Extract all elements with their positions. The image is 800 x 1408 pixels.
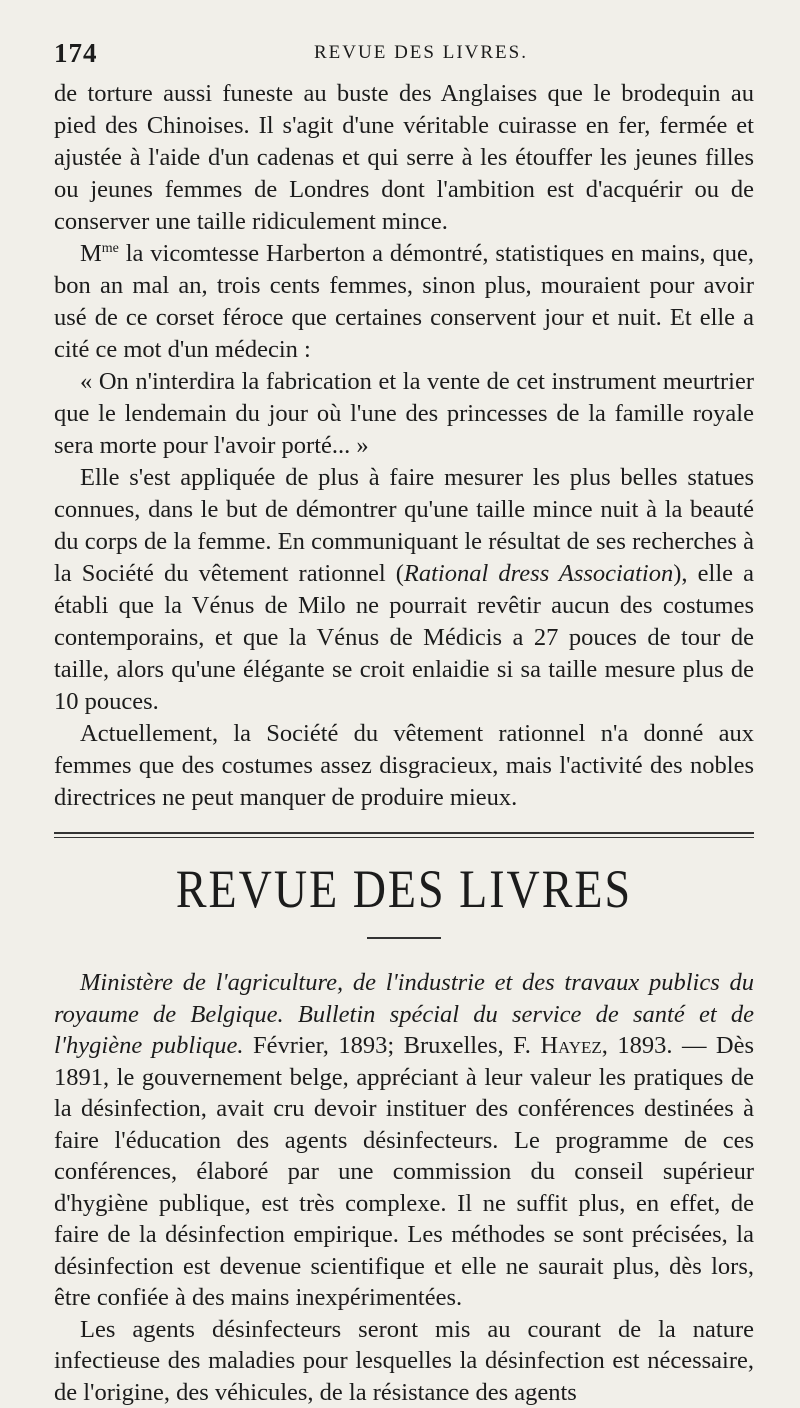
italic-term: Rational dress Association xyxy=(404,560,673,587)
paragraph-text: , 1893. — Dès 1891, le gouvernement belge, appréciant à leur valeur les pratiques de la désinfection, avait cru devoir instituer des conférences destinées à faire l'éducation des agents désinfecteurs. Le programme de ces conférences, élaboré par une commission du conseil supérieur d'hygiène publique, est très complexe. Il ne suffit plus, en effet, de faire de la désinfection empirique. Les méthodes se sont précisées, la désinfection est devenue scientifique et elle ne saurait plus, dès lors, être confiée à des mains inexpérimentées. xyxy=(54,1032,754,1311)
paragraph-text: Février, 1893; Bruxelles, F. xyxy=(244,1032,541,1059)
article-body xyxy=(54,78,754,814)
abbreviation: M xyxy=(80,240,102,267)
paragraph-text: ), elle a établi que la Vénus de Milo ne pourrait revêtir aucun des costumes contemporains, et que la Vénus de Médicis a 27 pouces de tour de taille, alors qu'une élégante se croit enlaidie si sa taille mesure plus de 10 pouces. xyxy=(54,560,754,715)
title-underline xyxy=(367,937,441,939)
running-head xyxy=(54,28,754,78)
paragraph-text: Elle s'est appliquée de plus à faire mesurer les plus belles statues connues, dans le but de démontrer qu'une taille mince nuit à la beauté du corps de la femme. En communiquant le résultat de ses recherches à la Société du vêtement rationnel ( xyxy=(54,464,754,587)
paragraph: Actuellement, la Société du vêtement rationnel n'a donné aux femmes que des costumes assez disgracieux, mais l'activité des nobles directrices ne peut manquer de produire mieux. xyxy=(54,718,754,814)
quotation: « On n'interdira la fabrication et la vente de cet instrument meurtrier que le lendemain du jour où l'une des princesses de la famille royale sera morte pour l'avoir porté... » xyxy=(54,366,754,462)
paragraph xyxy=(54,462,754,718)
paragraph-text: la vicomtesse Harberton a démontré, statistiques en mains, que, bon an mal an, trois cents femmes, sinon plus, mouraient pour avoir usé de ce corset féroce que certaines conservent jour et nuit. Et elle a cité ce mot d'un médecin : xyxy=(54,240,754,363)
review-paragraph: Les agents désinfecteurs seront mis au courant de la nature infectieuse des maladies pour lesquelles la désinfection est nécessaire, de l'origine, des véhicules, de la résistance des agents xyxy=(54,1314,754,1408)
divider-rule-thin xyxy=(54,837,754,838)
running-title: REVUE DES LIVRES. xyxy=(314,42,528,64)
paragraph xyxy=(54,238,754,366)
divider-rule xyxy=(54,832,754,834)
section-title: REVUE DES LIVRES xyxy=(54,857,754,920)
paragraph: de torture aussi funeste au buste des Anglaises que le brodequin au pied des Chinoises. Il s'agit d'une véritable cuirasse en fer, fermée et ajustée à l'aide d'un cadenas et qui serre à les étouffer les jeunes filles ou jeunes femmes de Londres dont l'ambition est d'acquérir ou de conserver une taille ridiculement mince. xyxy=(54,78,754,238)
review-paragraph xyxy=(54,967,754,1314)
review-title: Ministère de l'agriculture, de l'industrie et des travaux publics du royaume de Belgique. Bulletin spécial du service de santé et de l'hygiène publique. xyxy=(54,969,754,1059)
page-number: 174 xyxy=(54,38,98,69)
superscript: me xyxy=(102,241,119,256)
review-body xyxy=(54,967,754,1408)
publisher-name: Hayez xyxy=(540,1032,601,1059)
